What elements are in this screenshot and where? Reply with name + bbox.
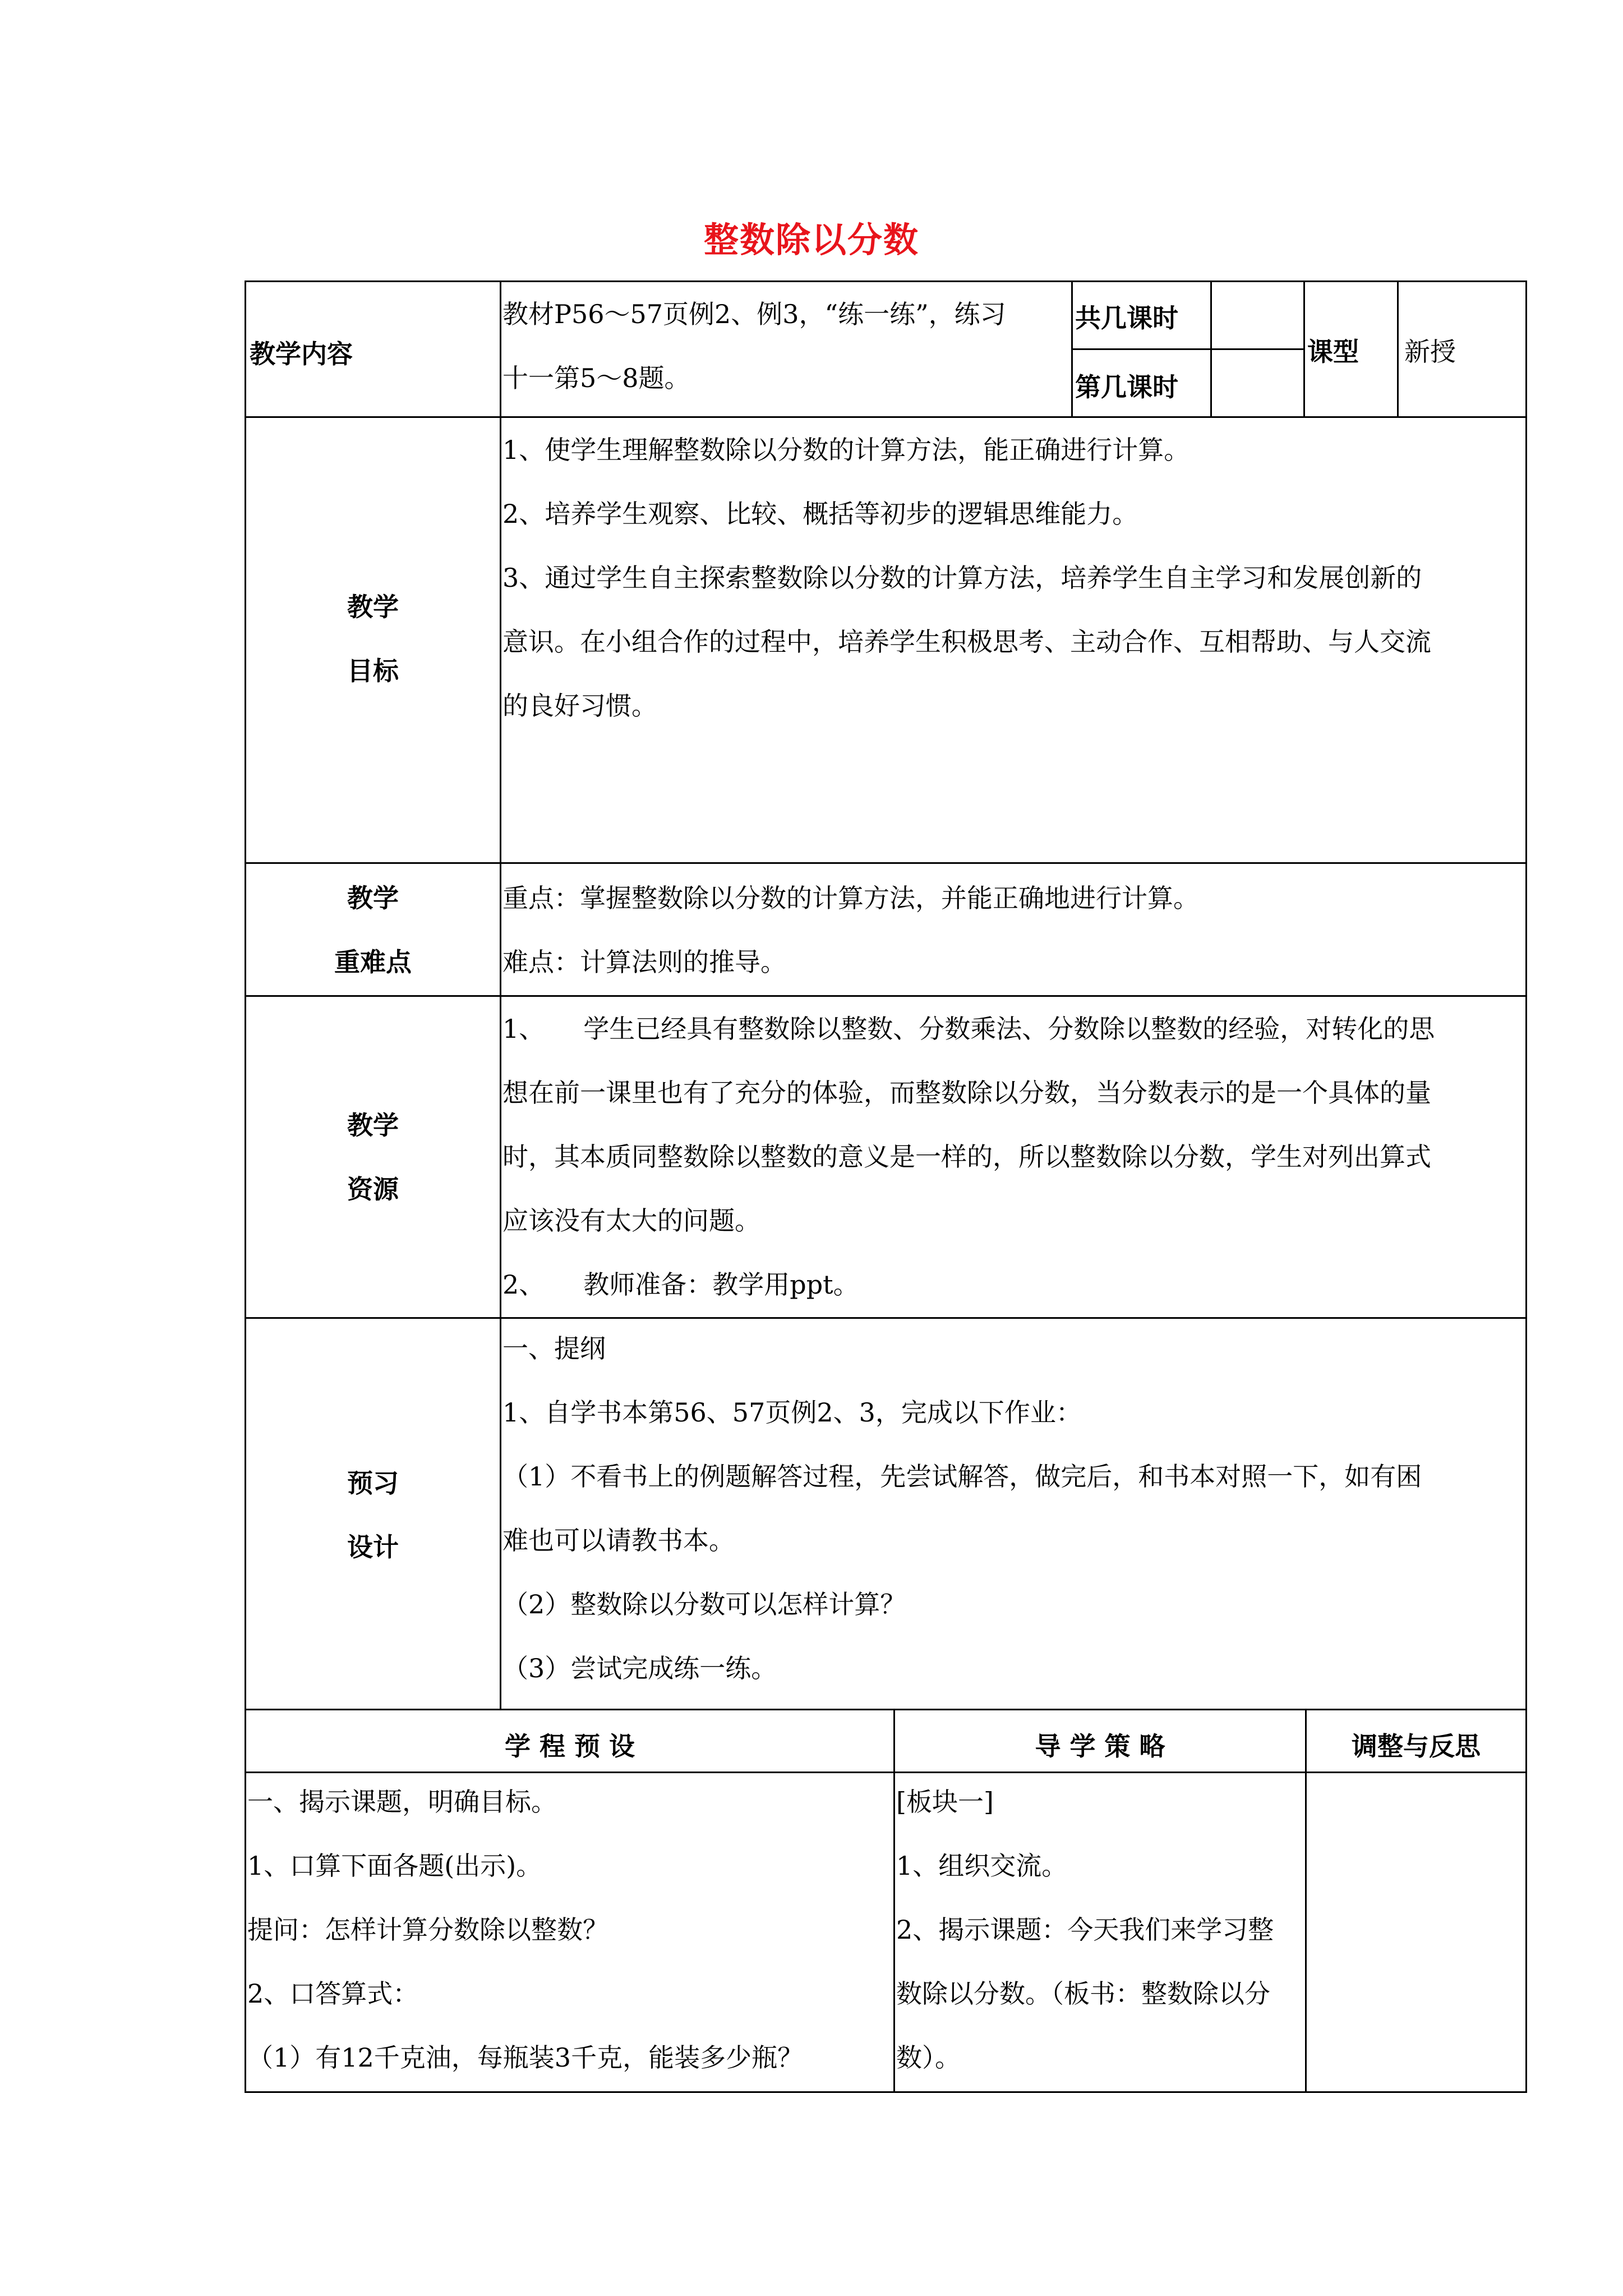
objectives-line: 意识。在小组合作的过程中，培养学生积极思考、主动合作、互相帮助、与人交流 bbox=[502, 627, 1431, 657]
objectives-line: 1、使学生理解整数除以分数的计算方法，能正确进行计算。 bbox=[502, 435, 1190, 465]
objectives-label-line: 目标 bbox=[347, 656, 399, 686]
resources-label bbox=[246, 1093, 500, 1221]
which-hour-value-cell bbox=[1210, 348, 1305, 418]
process-strategy-line: 1、组织交流。 bbox=[896, 1851, 1068, 1881]
process-strategy-line: 2、揭示课题：今天我们来学习整 bbox=[896, 1915, 1274, 1945]
process-strategy-line: 数）。 bbox=[896, 2042, 961, 2073]
resources-line: 时，其本质同整数除以整数的意义是一样的，所以整数除以分数，学生对列出算式 bbox=[502, 1142, 1431, 1172]
total-hours-label-cell bbox=[1071, 280, 1212, 350]
process-header-cell bbox=[893, 1709, 1307, 1773]
type-value-cell bbox=[1397, 280, 1527, 418]
preview-line: 1、自学书本第56、57页例2、3，完成以下作业： bbox=[502, 1397, 1082, 1428]
objectives-content-cell bbox=[500, 416, 1527, 864]
preview-line: （2）整数除以分数可以怎样计算？ bbox=[502, 1589, 906, 1619]
objectives-label-cell bbox=[245, 416, 501, 864]
objectives-line: 2、培养学生观察、比较、概括等初步的逻辑思维能力。 bbox=[502, 499, 1138, 529]
preview-line: 难也可以请教书本。 bbox=[502, 1525, 735, 1556]
process-strategy-cell bbox=[893, 1772, 1307, 2093]
preview-label-line: 设计 bbox=[347, 1532, 399, 1562]
objectives-label bbox=[246, 575, 500, 703]
resources-line: 1、 学生已经具有整数除以整数、分数乘法、分数除以整数的经验，对转化的思 bbox=[502, 1014, 1435, 1044]
keypoints-label-cell bbox=[245, 862, 501, 997]
resources-line: 想在前一课里也有了充分的体验，而整数除以分数，当分数表示的是一个具体的量 bbox=[502, 1078, 1431, 1108]
which-hour-label-cell bbox=[1071, 348, 1212, 418]
preview-content-cell bbox=[500, 1317, 1527, 1710]
preview-label-line: 预习 bbox=[347, 1468, 399, 1498]
resources-label-line: 资源 bbox=[347, 1174, 399, 1204]
header-label-cell bbox=[245, 280, 501, 418]
resources-label-cell bbox=[245, 995, 501, 1319]
header-label: 教学内容 bbox=[250, 339, 353, 369]
objectives-line: 3、通过学生自主探索整数除以分数的计算方法，培养学生自主学习和发展创新的 bbox=[502, 563, 1422, 593]
process-plan-line: 提问：怎样计算分数除以整数？ bbox=[247, 1915, 608, 1945]
total-hours-value-cell bbox=[1210, 280, 1305, 350]
process-plan-line: 1、口算下面各题(出示)。 bbox=[247, 1851, 542, 1881]
process-plan-cell bbox=[245, 1772, 895, 2093]
preview-label bbox=[246, 1451, 500, 1579]
process-header-plan: 学 程 预 设 bbox=[504, 1731, 635, 1761]
objectives-line: 的良好习惯。 bbox=[502, 691, 657, 721]
keypoints-line: 难点：计算法则的推导。 bbox=[502, 947, 786, 977]
keypoints-content-cell bbox=[500, 862, 1527, 997]
resources-label-line: 教学 bbox=[347, 1110, 399, 1140]
type-label-cell bbox=[1303, 280, 1399, 418]
preview-line: （3）尝试完成练一练。 bbox=[502, 1653, 777, 1683]
process-header-cell bbox=[245, 1709, 895, 1773]
process-header-cell bbox=[1305, 1709, 1527, 1773]
header-content-cell bbox=[500, 280, 1073, 418]
process-plan-line: （1）有12千克油，每瓶装3千克，能装多少瓶？ bbox=[247, 2042, 804, 2073]
which-hour-label: 第几课时 bbox=[1075, 372, 1178, 402]
page-title: 整数除以分数 bbox=[703, 219, 919, 260]
objectives-label-line: 教学 bbox=[347, 592, 399, 622]
keypoints-label-line: 教学 bbox=[347, 883, 399, 913]
process-plan-line: 一、揭示课题，明确目标。 bbox=[247, 1787, 557, 1817]
process-header-strategy: 导 学 策 略 bbox=[1035, 1731, 1165, 1761]
resources-line: 2、 教师准备：教学用ppt。 bbox=[502, 1269, 859, 1300]
preview-label-cell bbox=[245, 1317, 501, 1710]
total-hours-label: 共几课时 bbox=[1075, 303, 1178, 333]
process-strategy-line: [板块一] bbox=[896, 1787, 994, 1817]
resources-line: 应该没有太大的问题。 bbox=[502, 1205, 760, 1236]
type-value: 新授 bbox=[1404, 337, 1456, 367]
keypoints-label-line: 重难点 bbox=[334, 947, 412, 977]
keypoints-line: 重点：掌握整数除以分数的计算方法，并能正确地进行计算。 bbox=[502, 883, 1199, 913]
process-plan-line: 2、口答算式： bbox=[247, 1978, 419, 2009]
keypoints-label bbox=[246, 866, 500, 994]
type-label: 课型 bbox=[1307, 337, 1359, 367]
resources-content-cell bbox=[500, 995, 1527, 1319]
header-content-line: 十一第5～8题。 bbox=[502, 363, 690, 393]
preview-line: （1）不看书上的例题解答过程，先尝试解答，做完后，和书本对照一下，如有困 bbox=[502, 1461, 1422, 1492]
process-strategy-line: 数除以分数。（板书：整数除以分 bbox=[896, 1978, 1270, 2009]
header-content-line: 教材P56～57页例2、例3，“练一练”，练习 bbox=[502, 299, 1006, 329]
process-reflection-cell bbox=[1305, 1772, 1527, 2093]
process-header-reflection: 调整与反思 bbox=[1352, 1731, 1481, 1761]
preview-line: 一、提纲 bbox=[502, 1333, 606, 1364]
